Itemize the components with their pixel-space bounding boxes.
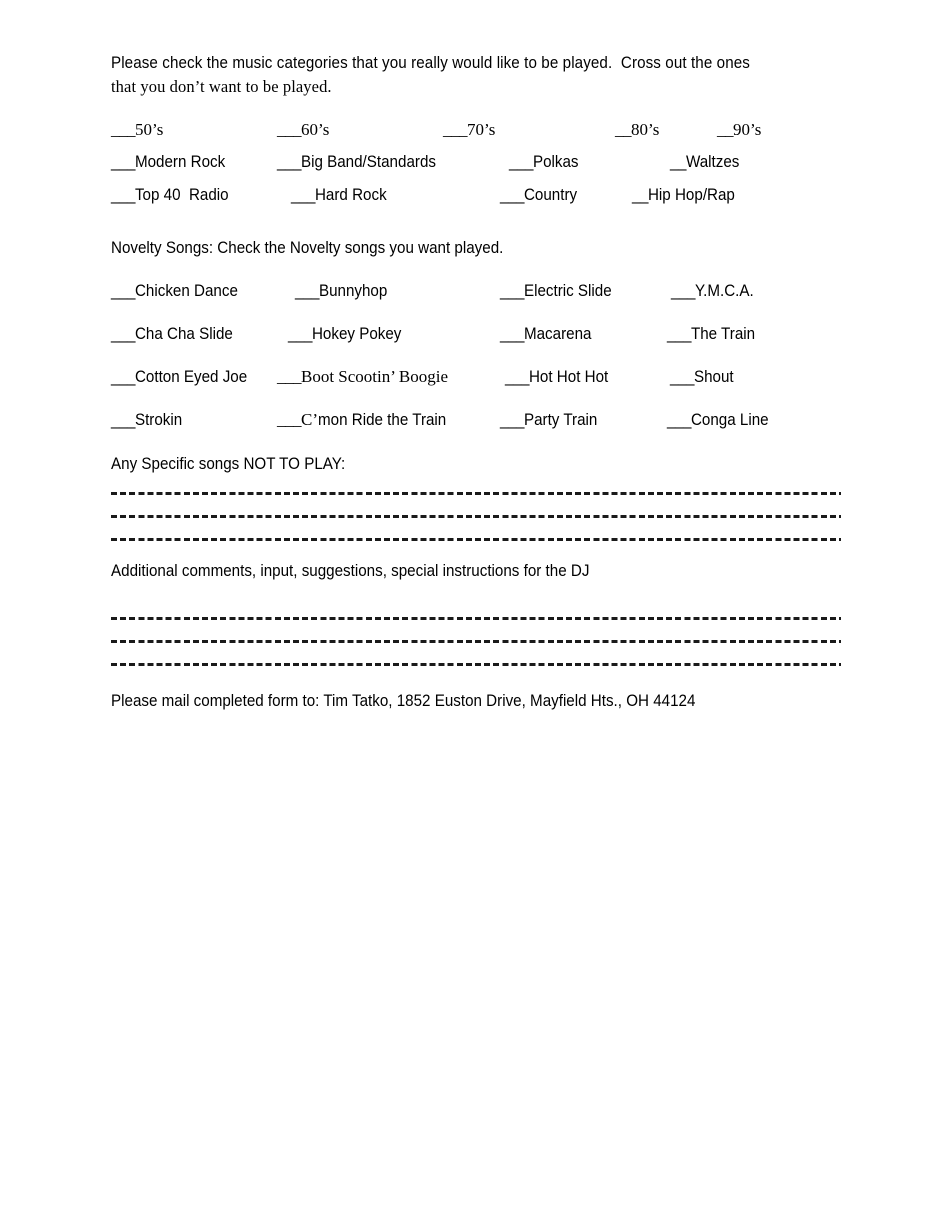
checkbox-blank[interactable]: ___ — [670, 368, 694, 386]
category-option-modern-rock[interactable] — [111, 154, 235, 171]
checkbox-blank[interactable]: ___ — [500, 325, 524, 343]
additional-comments-write-in-line-3[interactable] — [111, 663, 841, 666]
novelty-option-party-train[interactable] — [500, 412, 606, 429]
category-label: Top 40 Radio — [134, 186, 229, 204]
novelty-option-boot-scootin-boogie[interactable] — [277, 368, 448, 385]
checkbox-blank[interactable]: ___ — [277, 367, 301, 386]
category-option-hip-hop-rap[interactable] — [632, 187, 744, 204]
category-label: 90’s — [733, 120, 762, 139]
novelty-label: Shout — [693, 368, 734, 386]
checkbox-blank[interactable]: ___ — [277, 120, 301, 139]
novelty-option-chicken-dance[interactable] — [111, 283, 249, 300]
novelty-option-shout[interactable] — [670, 369, 739, 386]
category-label: 80’s — [631, 120, 660, 139]
novelty-label-prefix: C’ — [301, 410, 318, 429]
novelty-option-cha-cha-slide[interactable] — [111, 326, 243, 343]
checkbox-blank[interactable]: ___ — [500, 282, 524, 300]
additional-comments-heading-text: Additional comments, input, suggestions, special instructions for the DJ — [111, 562, 590, 580]
novelty-option-ymca[interactable] — [671, 283, 761, 300]
do-not-play-write-in-line-3[interactable] — [111, 538, 841, 541]
category-label: Big Band/Standards — [300, 153, 436, 171]
category-option-60s[interactable] — [277, 121, 329, 138]
checkbox-blank[interactable]: ___ — [667, 411, 691, 429]
category-label: 70’s — [467, 120, 496, 139]
novelty-label: Bunnyhop — [318, 282, 388, 300]
intro-paragraph-line-1 — [111, 55, 806, 72]
checkbox-blank[interactable]: ___ — [671, 282, 695, 300]
category-option-top-40-radio[interactable] — [111, 187, 239, 204]
category-label: Hip Hop/Rap — [647, 186, 735, 204]
intro-line-1-text: Please check the music categories that you really would like to be played. Cross out the ones — [111, 54, 750, 72]
novelty-option-macarena[interactable] — [500, 326, 599, 343]
category-option-80s[interactable] — [615, 121, 659, 138]
do-not-play-heading-text: Any Specific songs NOT TO PLAY: — [111, 455, 346, 473]
novelty-label: Y.M.C.A. — [694, 282, 754, 300]
additional-comments-heading — [111, 563, 631, 580]
checkbox-blank[interactable]: ___ — [111, 368, 135, 386]
checkbox-blank[interactable]: ___ — [111, 325, 135, 343]
novelty-label: Cotton Eyed Joe — [134, 368, 248, 386]
novelty-label: Conga Line — [690, 411, 769, 429]
novelty-label: Hokey Pokey — [311, 325, 402, 343]
checkbox-blank[interactable]: ___ — [277, 153, 301, 171]
category-option-waltzes[interactable] — [670, 154, 745, 171]
novelty-label: Boot Scootin’ Boogie — [301, 367, 449, 386]
intro-paragraph-line-2: that you don’t want to be played. — [111, 77, 332, 96]
category-option-country[interactable] — [500, 187, 584, 204]
checkbox-blank[interactable]: ___ — [667, 325, 691, 343]
novelty-option-cotton-eyed-joe[interactable] — [111, 369, 259, 386]
do-not-play-heading — [111, 456, 366, 473]
novelty-option-hokey-pokey[interactable] — [288, 326, 411, 343]
novelty-label: Party Train — [523, 411, 598, 429]
checkbox-blank[interactable]: ___ — [500, 411, 524, 429]
do-not-play-write-in-line-2[interactable] — [111, 515, 841, 518]
checkbox-blank[interactable]: __ — [717, 120, 733, 139]
checkbox-blank[interactable]: __ — [632, 186, 648, 204]
category-label: Waltzes — [685, 153, 740, 171]
category-label: Modern Rock — [134, 153, 226, 171]
checkbox-blank[interactable]: ___ — [443, 120, 467, 139]
novelty-label: Macarena — [523, 325, 592, 343]
category-label: Hard Rock — [314, 186, 387, 204]
checkbox-blank[interactable]: ___ — [111, 120, 135, 139]
category-option-90s[interactable] — [717, 121, 761, 138]
category-option-big-band-standards[interactable] — [277, 154, 450, 171]
category-option-50s[interactable] — [111, 121, 163, 138]
additional-comments-write-in-line-1[interactable] — [111, 617, 841, 620]
novelty-option-conga-line[interactable] — [667, 412, 777, 429]
novelty-label: mon Ride the Train — [318, 411, 447, 429]
additional-comments-write-in-line-2[interactable] — [111, 640, 841, 643]
checkbox-blank[interactable]: ___ — [509, 153, 533, 171]
category-option-70s[interactable] — [443, 121, 495, 138]
novelty-label: Cha Cha Slide — [134, 325, 233, 343]
novelty-songs-heading — [111, 240, 537, 257]
do-not-play-write-in-line-1[interactable] — [111, 492, 841, 495]
novelty-label: Strokin — [134, 411, 183, 429]
novelty-label: Hot Hot Hot — [528, 368, 609, 386]
novelty-option-electric-slide[interactable] — [500, 283, 621, 300]
checkbox-blank[interactable]: ___ — [288, 325, 312, 343]
category-option-hard-rock[interactable] — [291, 187, 395, 204]
novelty-option-strokin[interactable] — [111, 412, 188, 429]
novelty-option-the-train[interactable] — [667, 326, 763, 343]
checkbox-blank[interactable]: ___ — [500, 186, 524, 204]
mailing-instructions — [111, 693, 746, 710]
category-label: 60’s — [301, 120, 330, 139]
checkbox-blank[interactable]: ___ — [111, 411, 135, 429]
checkbox-blank[interactable]: ___ — [505, 368, 529, 386]
checkbox-blank[interactable]: ___ — [277, 410, 301, 429]
checkbox-blank[interactable]: __ — [670, 153, 686, 171]
checkbox-blank[interactable]: ___ — [291, 186, 315, 204]
checkbox-blank[interactable]: ___ — [111, 153, 135, 171]
novelty-label: Chicken Dance — [134, 282, 238, 300]
category-option-polkas[interactable] — [509, 154, 585, 171]
checkbox-blank[interactable]: ___ — [111, 282, 135, 300]
mailing-instructions-text: Please mail completed form to: Tim Tatko, 1852 Euston Drive, Mayfield Hts., OH 44124 — [111, 692, 696, 710]
category-label: Polkas — [532, 153, 579, 171]
novelty-label: The Train — [690, 325, 756, 343]
novelty-option-hot-hot-hot[interactable] — [505, 369, 617, 386]
category-label: 50’s — [135, 120, 164, 139]
novelty-label: Electric Slide — [523, 282, 612, 300]
novelty-option-bunnyhop[interactable] — [295, 283, 395, 300]
category-label: Country — [523, 186, 578, 204]
novelty-heading-text: Novelty Songs: Check the Novelty songs you want played. — [111, 239, 504, 257]
novelty-option-cmon-ride-the-train[interactable] — [277, 411, 457, 429]
checkbox-blank[interactable]: ___ — [111, 186, 135, 204]
checkbox-blank[interactable]: ___ — [295, 282, 319, 300]
checkbox-blank[interactable]: __ — [615, 120, 631, 139]
